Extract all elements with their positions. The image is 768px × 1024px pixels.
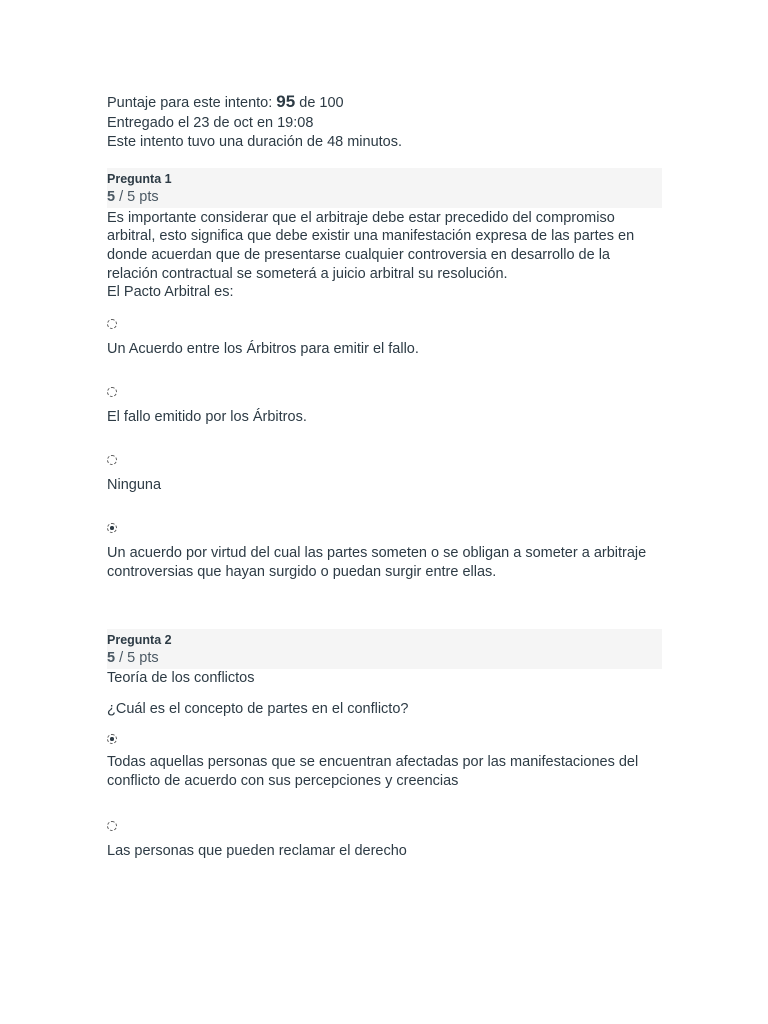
answer-text: Ninguna xyxy=(107,477,162,494)
radio-button[interactable] xyxy=(107,455,117,465)
score-total: de 100 xyxy=(299,95,344,111)
question-points xyxy=(107,649,662,667)
question-2 xyxy=(107,629,662,861)
question-1 xyxy=(107,168,662,583)
answer-text: Todas aquellas personas que se encuentran afectadas por las manifestaciones del conflicto de acuerdo con sus percepciones y creencias xyxy=(107,754,639,790)
answer-text: Un acuerdo por virtud del cual las partes someten o se obligan a someter a arbitraje controversias que hayan surgido o puedan surgir entre ellas. xyxy=(107,545,647,581)
radio-button[interactable] xyxy=(107,319,117,329)
score-label: Puntaje para este intento: xyxy=(107,95,273,111)
points-earned: 5 xyxy=(107,188,116,205)
question-title: Pregunta 2 xyxy=(107,633,172,648)
question-text: Teoría de los conflictos xyxy=(107,670,255,687)
points-possible: / 5 pts xyxy=(119,188,159,205)
score-value: 95 xyxy=(276,92,296,111)
answer-option[interactable] xyxy=(107,520,662,582)
question-header xyxy=(107,629,662,669)
question-prompt: El Pacto Arbitral es: xyxy=(107,284,234,301)
answer-text: El fallo emitido por los Árbitros. xyxy=(107,409,307,426)
attempt-summary xyxy=(107,92,662,153)
answer-option[interactable] xyxy=(107,818,662,861)
points-possible: / 5 pts xyxy=(119,650,159,667)
answer-text: Las personas que pueden reclamar el derecho xyxy=(107,843,407,860)
submitted-date: Entregado el 23 de oct en 19:08 xyxy=(107,114,314,131)
radio-button-selected[interactable] xyxy=(107,734,117,744)
answer-option[interactable] xyxy=(107,452,662,495)
attempt-duration: Este intento tuvo una duración de 48 minutos. xyxy=(107,134,403,150)
question-text: Es importante considerar que el arbitraje debe estar precedido del compromiso arbitral, esto significa que debe existir una manifestación expresa de las partes en donde acuerdan que de presentarse cualquier controversia en desarrollo de la relación contractual se someterá a juicio arbitral su resolución. xyxy=(107,209,635,282)
question-header xyxy=(107,168,662,208)
question-points xyxy=(107,188,662,206)
question-prompt: ¿Cuál es el concepto de partes en el conflicto? xyxy=(107,700,409,717)
radio-button-selected[interactable] xyxy=(107,523,117,533)
answer-option[interactable] xyxy=(107,316,662,359)
question-title: Pregunta 1 xyxy=(107,171,172,186)
answer-text: Un Acuerdo entre los Árbitros para emitir el fallo. xyxy=(107,341,419,358)
answer-option[interactable] xyxy=(107,731,662,791)
score-line xyxy=(107,92,662,114)
answer-option[interactable] xyxy=(107,384,662,427)
quiz-results xyxy=(107,92,662,861)
points-earned: 5 xyxy=(107,650,116,667)
radio-button[interactable] xyxy=(107,387,117,397)
radio-button[interactable] xyxy=(107,821,117,831)
